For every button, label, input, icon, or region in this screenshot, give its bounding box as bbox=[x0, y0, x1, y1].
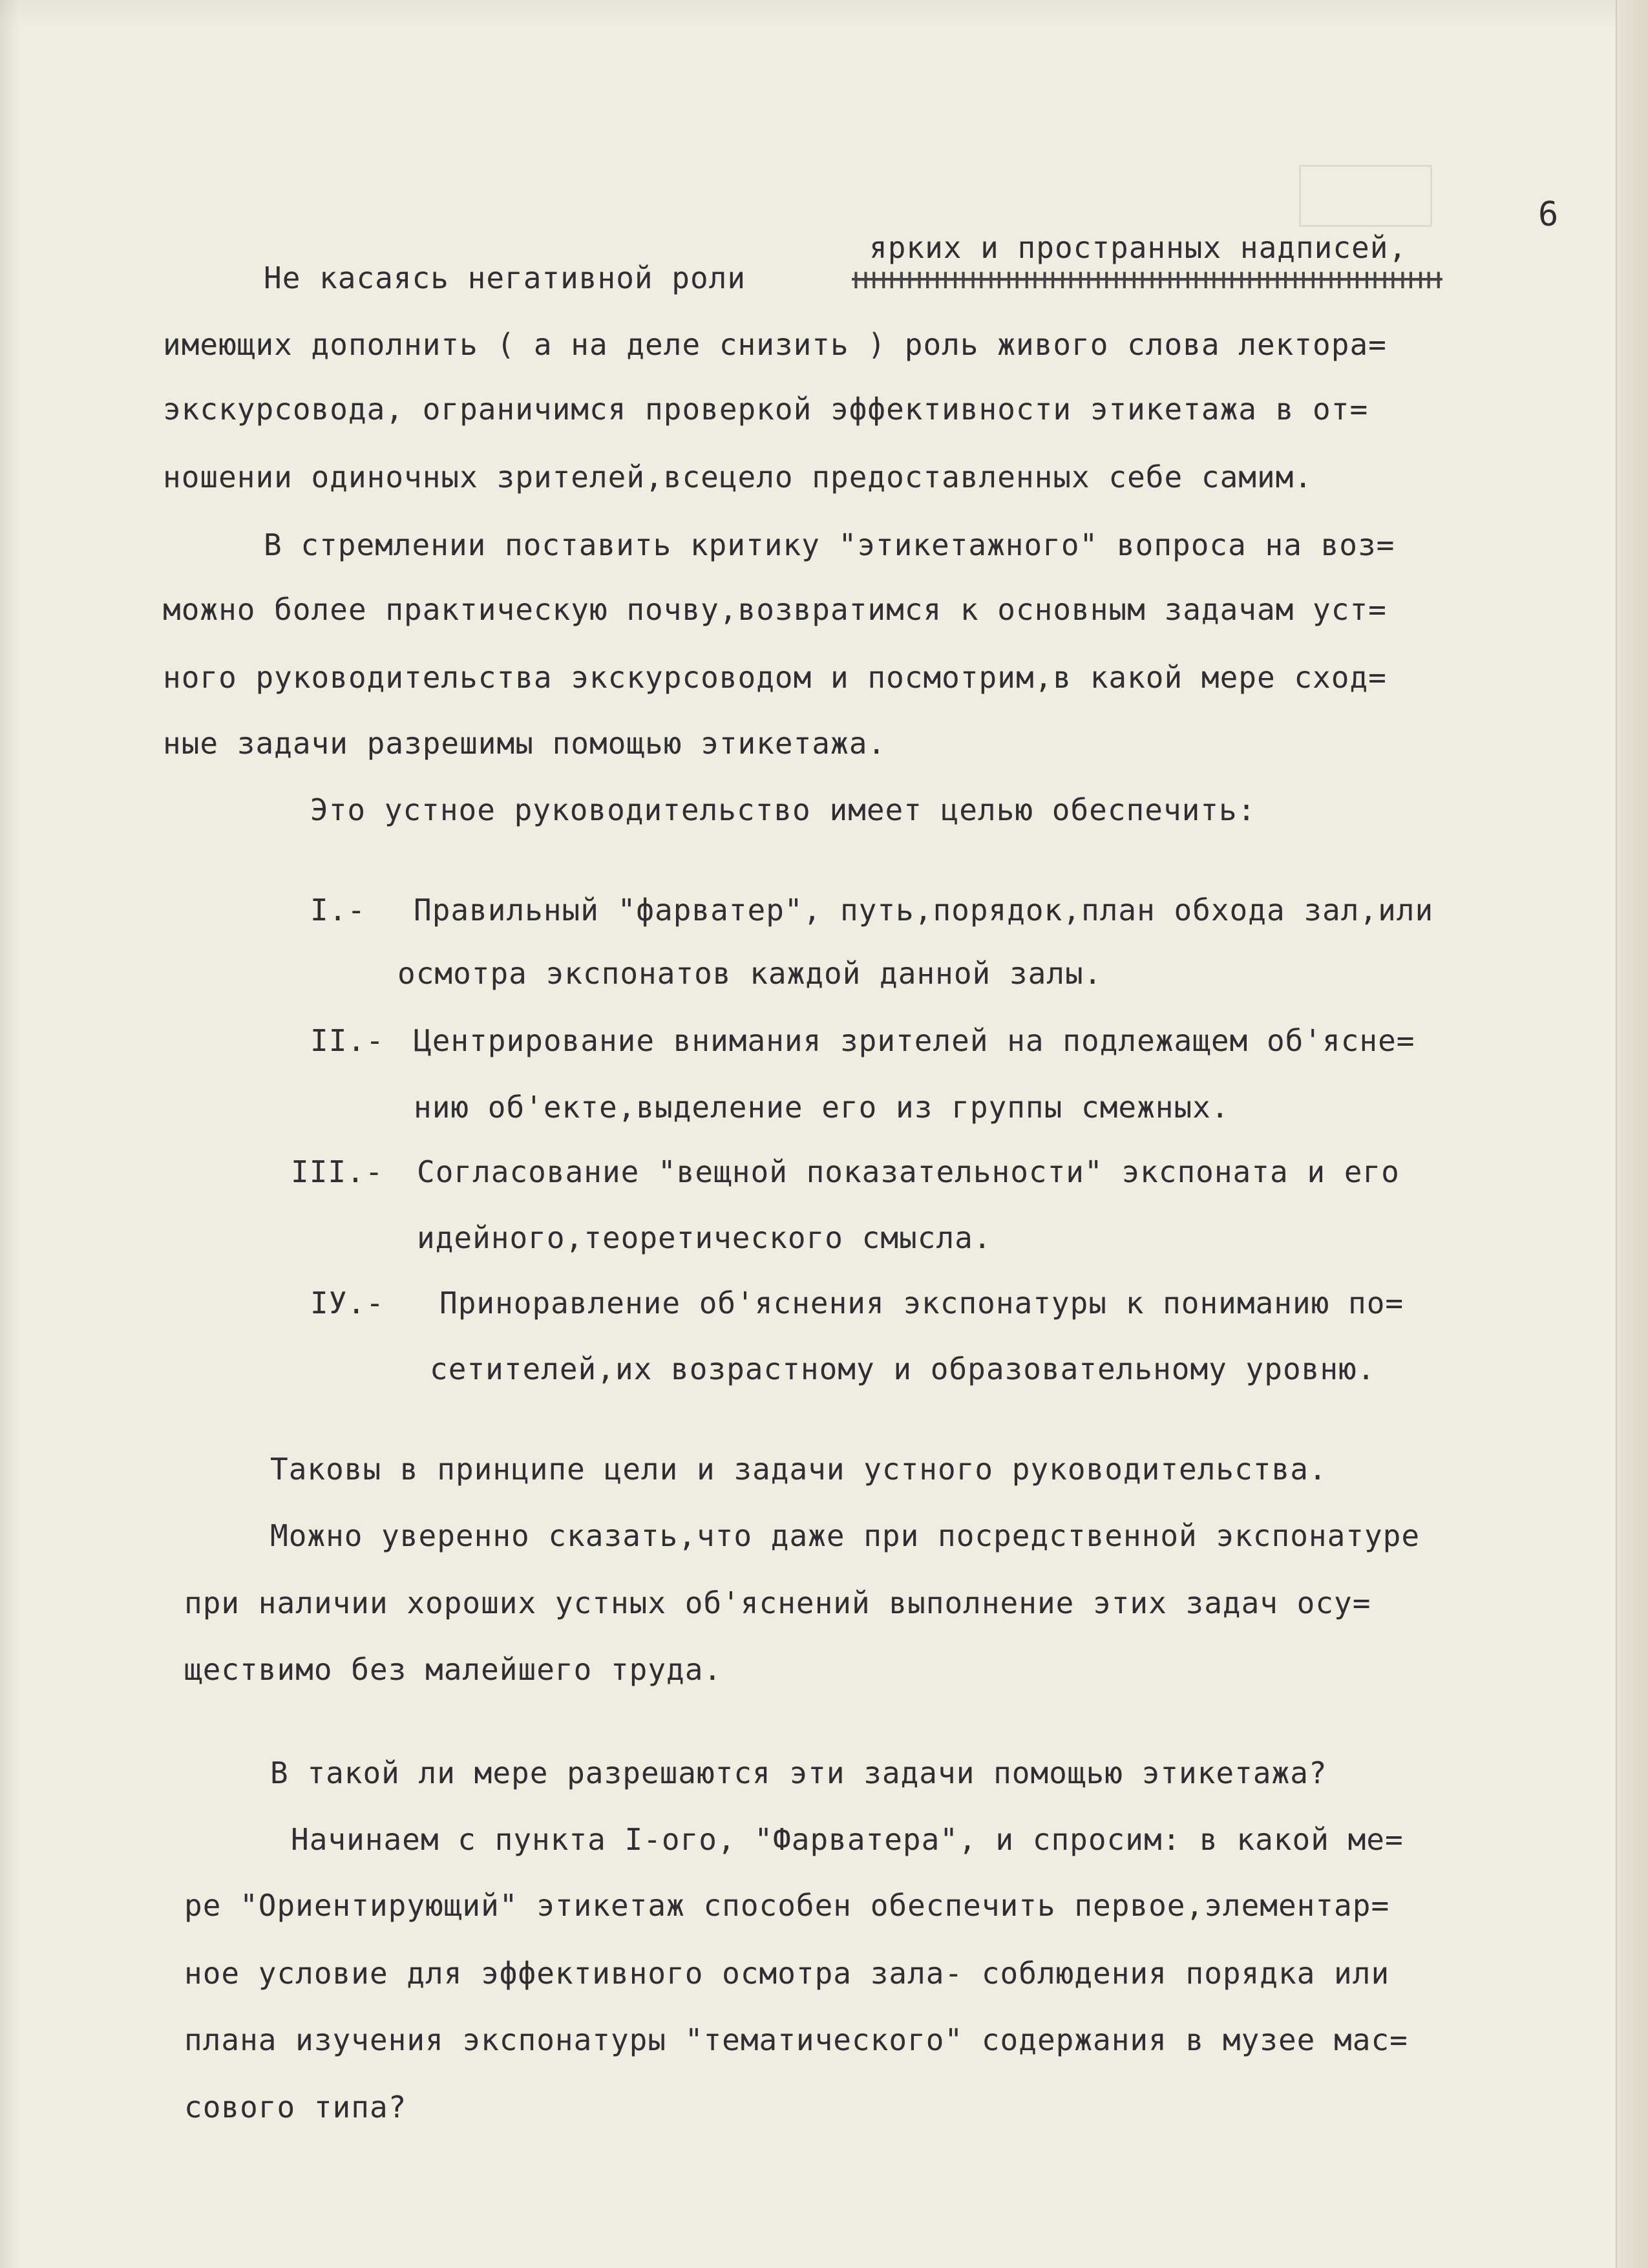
text-line-3: экскурсовода, ограничимся проверкой эффективности этикетажа в от= bbox=[163, 392, 1369, 427]
paragraph-3-line-2: Начинаем с пункта I-ого, "Фарватера", и спросим: в какой ме= bbox=[291, 1822, 1404, 1857]
list-item-4-line-2: сетителей,их возрастному и образовательному уровню. bbox=[430, 1351, 1376, 1386]
list-item-2-number: II.- bbox=[310, 1023, 385, 1058]
list-item-1-line-2: осмотра экспонатов каждой данной залы. bbox=[397, 956, 1103, 991]
text-line-8: ные задачи разрешимы помощью этикетажа. bbox=[163, 726, 887, 761]
list-item-3-line-2: идейного,теоретического смысла. bbox=[417, 1220, 992, 1255]
struck-out-text: ннннннннннннннннннннннннннннннннн bbox=[852, 260, 1442, 295]
list-item-4-line-1: Приноравление об'яснения экспонатуры к пониманию по= bbox=[439, 1286, 1404, 1320]
list-item-4-number: IУ.- bbox=[310, 1286, 385, 1320]
paragraph-2-line-3: при наличии хороших устных об'яснений выполнение этих задач осу= bbox=[184, 1585, 1371, 1620]
paragraph-2-line-2: Можно уверенно сказать,что даже при посредственной экспонатуре bbox=[270, 1518, 1421, 1553]
text-line-2: имеющих дополнить ( а на деле снизить ) роль живого слова лектора= bbox=[163, 327, 1387, 362]
list-item-3-line-1: Согласование "вещной показательности" экспоната и его bbox=[417, 1154, 1400, 1189]
list-item-2-line-1: Центрирование внимания зрителей на подлежащем об'ясне= bbox=[414, 1023, 1415, 1058]
list-item-1-line-1: Правильный "фарватер", путь,порядок,план обхода зал,или bbox=[414, 893, 1434, 927]
paragraph-3-line-4: ное условие для эффективного осмотра зала- соблюдения порядка или bbox=[184, 1956, 1390, 1991]
paragraph-3-line-6: сового типа? bbox=[184, 2090, 407, 2125]
paragraph-3-line-3: ре "Ориентирующий" этикетаж способен обеспечить первое,элементар= bbox=[184, 1888, 1390, 1923]
handwritten-insertion: ярких и пространных надписей, bbox=[869, 230, 1408, 265]
faint-stamp-mark bbox=[1299, 165, 1432, 227]
paragraph-2-line-4: ществимо без малейшего труда. bbox=[184, 1652, 723, 1687]
list-item-2-line-2: нию об'екте,выделение его из группы смежных. bbox=[414, 1090, 1230, 1125]
text-line-4: ношении одиночных зрителей,всецело предоставленных себе самим. bbox=[163, 460, 1313, 494]
text-line-6: можно более практическую почву,возвратимся к основным задачам уст= bbox=[163, 592, 1387, 627]
text-line-7: ного руководительства экскурсоводом и посмотрим,в какой мере сход= bbox=[163, 660, 1387, 695]
paragraph-3-line-1: В такой ли мере разрешаются эти задачи помощью этикетажа? bbox=[270, 1755, 1327, 1790]
paragraph-3-line-5: плана изучения экспонатуры "тематического" содержания в музее мас= bbox=[184, 2022, 1408, 2057]
page-number: 6 bbox=[1538, 195, 1559, 234]
text-line-9: Это устное руководительство имеет целью обеспечить: bbox=[310, 792, 1256, 827]
list-item-3-number: III.- bbox=[291, 1154, 384, 1189]
list-item-1-number: I.- bbox=[310, 893, 366, 927]
text-line-1: Не касаясь негативной роли bbox=[264, 260, 746, 295]
text-line-5: В стремлении поставить критику "этикетажного" вопроса на воз= bbox=[264, 527, 1395, 562]
paper-edge bbox=[1616, 0, 1648, 2268]
paragraph-2-line-1: Таковы в принципе цели и задачи устного руководительства. bbox=[270, 1452, 1327, 1487]
